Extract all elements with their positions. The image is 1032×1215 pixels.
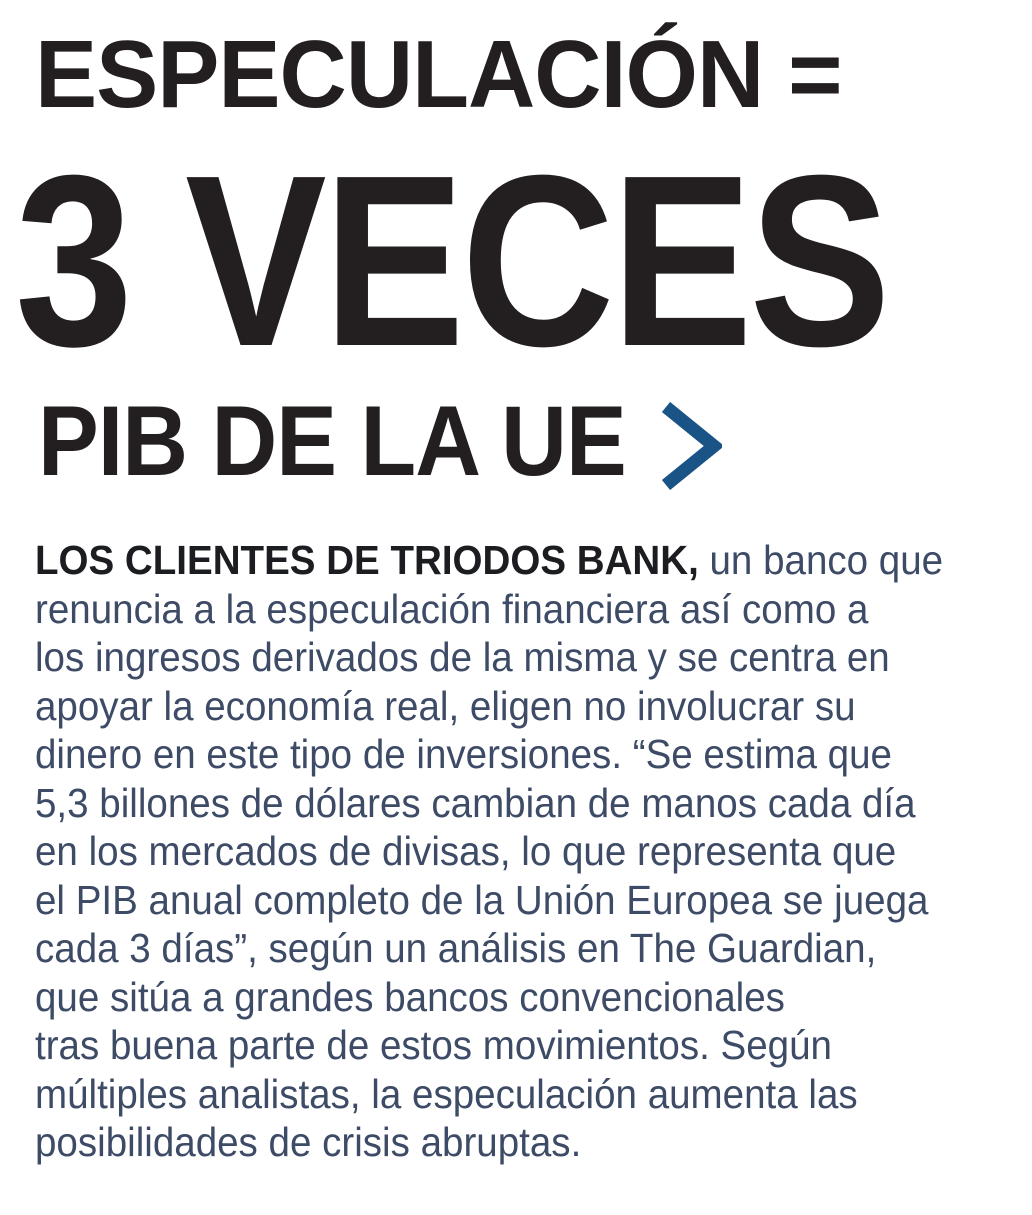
body-line: en los mercados de divisas, lo que representa que: [35, 828, 897, 874]
body-line: el PIB anual completo de la Unión Europea se juega: [35, 876, 929, 923]
body-line: renuncia a la especulación financiera así como a: [35, 585, 869, 632]
body-line: múltiples analistas, la especulación aumenta las: [35, 1070, 858, 1117]
body-line: que sitúa a grandes bancos convencionales: [35, 973, 785, 1020]
body-line: cada 3 días”, según un análisis en The Guardian,: [35, 925, 877, 971]
body-line: los ingresos derivados de la misma y se centra en: [35, 634, 890, 680]
headline-big: 3 VECES: [15, 124, 888, 397]
body-line: posibilidades de crisis abruptas.: [35, 1119, 582, 1165]
body-paragraph: [35, 536, 943, 1167]
headline-sub: PIB DE LA UE: [38, 385, 626, 496]
body-line: tras buena parte de estos movimientos. Según: [35, 1022, 832, 1068]
body-line: dinero en este tipo de inversiones. “Se estima que: [35, 731, 892, 777]
chevron-right-icon[interactable]: [660, 402, 722, 490]
lead-in-tail: un banco que: [698, 537, 944, 583]
body-line: apoyar la economía real, eligen no involucrar su: [35, 682, 856, 729]
lead-in-bold: LOS CLIENTES DE TRIODOS BANK,: [35, 537, 699, 583]
body-line: 5,3 billones de dólares cambian de manos cada día: [35, 779, 916, 826]
headline-top: ESPECULACIÓN =: [35, 21, 842, 128]
body-line-1: [35, 536, 943, 585]
